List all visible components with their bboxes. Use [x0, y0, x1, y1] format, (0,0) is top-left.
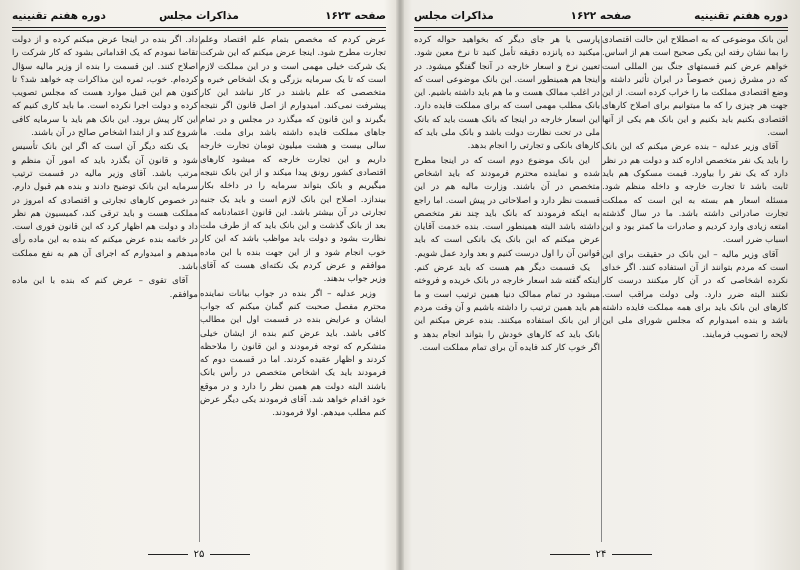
header-rule — [12, 27, 386, 31]
paragraph: این بانک موضوع دوم است که در اینجا مطرح شده و نماینده محترم فرمودند که باید اشخاص متخصص در آن باشند. وزارت مالیه هم در این قسمت نظر دارد و اصلاحاتی در پیش است. اما راجع به اینکه فرمودند که بانک باید چند نفر متخصص داشته باشد البته همینطور است. بنده خدمت آقایان عرض میکنم که این بانک یک بانکی است که باید قوانین آن را اول درست کنیم و بعد وارد عمل شویم. — [414, 155, 600, 259]
column-left — [12, 34, 198, 544]
page-footer — [12, 549, 386, 563]
session-label: دوره هفتم تقنینیه — [694, 10, 788, 22]
session-label: دوره هفتم تقنینیه — [12, 10, 106, 22]
page-title: مذاکرات مجلس — [414, 10, 494, 22]
page-number: صفحه ۱۶۲۲ — [570, 10, 632, 22]
footer-dash — [148, 554, 188, 555]
footer-dash — [210, 554, 250, 555]
text-columns — [12, 34, 386, 544]
page-header — [414, 10, 788, 26]
paragraph: آقای تقوی – عرض کنم که بنده با این ماده موافقم. — [12, 276, 198, 300]
page-title: مذاکرات مجلس — [159, 10, 239, 22]
header-rule — [414, 27, 788, 31]
paragraph: عرض کردم که مخصص بتمام علم اقتصاد وعلم تجارت مطرح شود. اینجا عرض میکنم که این شرکت یک شرکت خیلی مهمی است و در این مملکت لازم است که تا یک سرمایه بزرگی و یک اشخاص خبره و متخصصی که علم باشند در کار نباشد این کار پیشرفت نمی‌کند. امیدوارم از اصل قانون اگر نتیجه بگیرند و این قانون که میگذرد در مجلس و در تمام جاهای مملکت فایده داشته باشد برای ملت. ما سالی بیست و هشت میلیون تومان تجارت خارجه داریم و این تجارت خارجه که میشود کارهای اقتصادی کشور رونق پیدا میکند و از این بانک نتیجه میگیریم و بانک بتواند سرمایه را در داخله بکار بیندازد. اصلاح این بانک لازم است و باید یک جنبه تجارتی در آن بیشتر باشد. این قانون اعتمادنامه که بعد از بانک گذشت و این بانک باید که از طرف ملت نظارت بشود و دولت باید مواظب باشد که این کار خوب انجام شود و از این جهت بنده با این ماده موافقم و عرض کردم یک نکته‌ای هست که آقای وزیر جواب بدهند. — [200, 35, 386, 285]
page-number: صفحه ۱۶۲۳ — [325, 10, 386, 22]
paragraph: وزیر عدلیه – اگر بنده در جواب بیانات نماینده محترم مفصل صحبت کنم گمان میکنم که جواب ایشان و عرایض بنده در قسمت اول این مطالب کافی باشد. باید عرض کنم بنده از ایشان خیلی متشکرم که توجه فرمودند و این قانون را ملاحظه کردند و اظهار عقیده کردند. اما در قسمت دوم که فرمودند باید یک اشخاص متخصص در رأس بانک باشند البته دولت هم همین نظر را دارد و در موقع خود اقدام خواهد شد. آقای فرمودند یکی دیگر عرض کنم مطلب میدهم. اولا فرمودند. — [200, 288, 386, 419]
footer-page-number: ۲۵ — [193, 549, 205, 560]
footer-dash — [612, 554, 652, 555]
paragraph: آقای وزیر مالیه – این بانک در حقیقت برای این است که مردم بتوانند از آن استفاده کنند. اگر خدای نکرده اشخاصی که در آن کار میکنند درست کار نکنند البته ضرر دارد. ولی دولت مراقب است. کارهای این بانک باید برای همه مملکت فایده داشته باشد و بنده امیدوارم که مجلس شورای ملی این لایحه را تصویب فرمایند. — [602, 249, 788, 340]
paragraph: یک نکته دیگر آن است که اگر این بانک تأسیس شود و قانون آن بگذرد باید که امور آن منظم و مرتب باشد. آقای وزیر مالیه در قسمت ترتیب سرمایه این بانک توضیح دادند و بنده هم قبول دارم. در خصوص کارهای تجارتی و اقتصادی که امروز در مملکت هست و باید ترقی کند، کمیسیون هم نظر داد و دولت هم اظهار کرد که این قانون فوری است. در خاتمه بنده عرض میکنم که بنده به این ماده رأی میدهم و امیدوارم که اجرای آن هم به نفع مملکت باشد. — [12, 142, 198, 273]
paragraph: پارسی یا هر جای دیگر که بخواهید حواله کرده میکنید ده پانزده دقیقه تأمل کنید تا نرخ معین شود. تعیین نرخ و اسعار خارجه در آنجا گفتگو میشود. در اینجا هم همینطور است. این بانک موضوعی است که در اغلب ممالک هست و ما هم باید داشته باشیم. این بانک مطلب مهمی است که برای مملکت فایده دارد. این اسعار خارجه در اینجا که بانک هست باید که بانک ملی در تحت نظارت دولت باشد و بانک ملی باید که کارهای بانکی و تجارتی را انجام بدهد. — [414, 35, 600, 152]
right-page — [402, 0, 800, 570]
left-page — [0, 0, 398, 570]
page-header — [12, 10, 386, 26]
footer-dash — [550, 554, 590, 555]
paragraph: این بانک موضوعی که به اصطلاح این حالت اقتصادی را بما نشان رفته این یکی صحیح است هم از اساس. خواهم عرض کنم قسمتهای جنگ بین المللی است که در مشرق زمین خصوصاً در ایران تأثیر داشته و وضع اقتصادی مملکت ما را خراب کرده است. از این جهت هر چیزی را که ما میتوانیم برای اصلاح کارهای اقتصادی بکنیم باید بکنیم و این بانک هم یکی از آنها است. — [602, 35, 788, 139]
page-footer — [414, 549, 788, 563]
paragraph: یک قسمت دیگر هم هست که باید عرض کنم. اینکه گفته شد اسعار خارجه در بانک خریده و فروخته میشود در تمام ممالک دنیا همین ترتیب است و ما هم باید همین ترتیب را داشته باشیم و آن وقت مردم از این بانک استفاده میکنند. بنده عرض میکنم این بانک باید که کارهای خودش را بتواند انجام بدهد و اگر خوب کار کند فایده آن برای تمام مملکت است. — [414, 263, 600, 353]
paragraph: آقای وزیر عدلیه – بنده عرض میکنم که این بانک را باید یک نفر متخصص اداره کند و دولت هم در نظر دارد که یک نفر را بیاورد. قیمت مسکوک هم باید ثابت باشد تا تجارت خارجه و داخله منظم شود. مسئله اسعار هم بسته به این است که مملکت تجارت صادراتی داشته باشد. ما در سال گذشته امتعه زیادی وارد کردیم و صادرات ما کمتر بود و این اسباب ضرر است. — [602, 142, 788, 246]
paragraph: داد. اگر بنده در اینجا عرض میکنم کرده و از دولت تقاضا نمودم که یک اقداماتی بشود که کار شرکت را اصلاح کنند. این قسمت را بنده از وزیر مالیه سؤال کرده‌ام. خوب، ثمره این مذاکرات چه خواهد شد؟ تا کنون هم این قبیل موارد هست که مجلس تصویب کرده و دولت اجرا نکرده است. ما باید کاری کنیم که این کار پیش برود. این بانک هم باید با سرمایه کافی شروع کند و از ابتدا اشخاص صالح در آن باشند. — [12, 35, 198, 139]
column-divider — [199, 36, 200, 542]
text-columns — [414, 34, 788, 544]
column-divider — [601, 36, 602, 542]
footer-page-number: ۲۴ — [595, 549, 607, 560]
column-left — [414, 34, 600, 544]
column-right — [200, 34, 386, 544]
column-right — [602, 34, 788, 544]
